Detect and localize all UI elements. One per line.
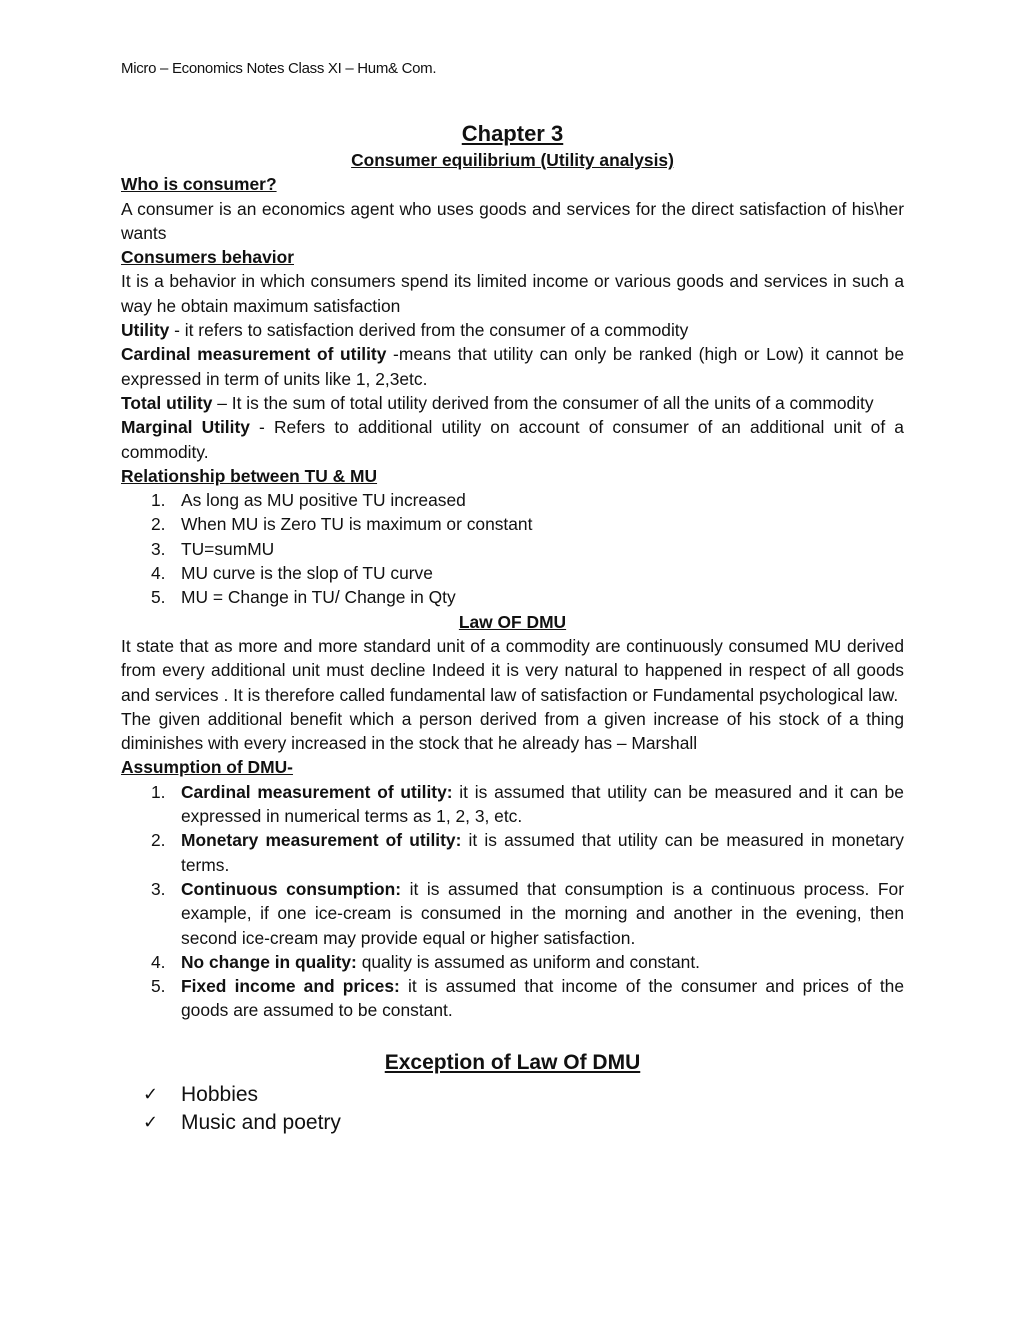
definition-text: - it refers to satisfaction derived from the consumer of a commodity <box>169 320 689 341</box>
assumption-term: Monetary measurement of utility: <box>181 830 462 851</box>
list-item <box>121 512 904 536</box>
assumption-term: No change in quality: <box>181 951 357 972</box>
exceptions-heading: Exception of Law Of DMU <box>384 1050 641 1074</box>
list-text: TU=sumMU <box>181 538 275 559</box>
definition-cardinal-measurement <box>121 342 904 391</box>
assumption-text: quality is assumed as uniform and constant. <box>356 951 701 972</box>
list-number: 4. <box>151 951 166 972</box>
list-number: 3. <box>151 878 166 899</box>
definition-term: Utility <box>121 320 170 341</box>
who-is-consumer-heading: Who is consumer? <box>121 174 277 195</box>
assumption-term: Cardinal measurement of utility: <box>181 781 453 802</box>
law-dmu-heading: Law OF DMU <box>458 611 567 632</box>
law-dmu-paragraph: It state that as more and more standard unit of a commodity are continuously consumed MU derived from every additional unit must decline Indeed it is very natural to happened in respect of all goods and services . It is therefore called fundamental law of satisfaction or Fundamental psychological law. <box>121 635 904 705</box>
exceptions-list <box>121 1081 904 1137</box>
list-item <box>121 585 904 609</box>
list-text: MU curve is the slop of TU curve <box>181 563 433 584</box>
checkmark-icon: ✓ <box>143 1111 159 1133</box>
assumption-term: Fixed income and prices: <box>181 976 400 997</box>
assumption-text: it is assumed that income of the consumer and prices of the goods are assumed to be constant. <box>181 976 904 1021</box>
list-item <box>121 950 904 974</box>
assumption-term: Continuous consumption: <box>181 878 402 899</box>
definition-text: – It is the sum of total utility derived from the consumer of all the units of a commodity <box>212 392 874 413</box>
assumptions-list <box>121 780 904 1023</box>
list-item <box>121 828 904 877</box>
exception-text: Hobbies <box>181 1082 259 1106</box>
list-number: 5. <box>151 976 166 997</box>
list-item <box>121 877 904 950</box>
list-item <box>121 1081 904 1109</box>
definition-utility <box>121 318 904 342</box>
list-number: 2. <box>151 830 166 851</box>
relationship-list <box>121 488 904 609</box>
checkmark-icon: ✓ <box>143 1083 159 1105</box>
list-item <box>121 780 904 829</box>
marshall-quote: The given additional benefit which a person derived from a given increase of his stock of a thing diminishes with every increased in the stock that he already has – Marshall <box>121 708 904 754</box>
list-item <box>121 561 904 585</box>
definition-term: Cardinal measurement of utility <box>121 344 387 365</box>
list-item <box>121 537 904 561</box>
definition-term: Marginal Utility <box>121 417 250 438</box>
list-number: 1. <box>151 490 166 511</box>
list-text: As long as MU positive TU increased <box>181 490 466 511</box>
list-item <box>121 1109 904 1137</box>
list-number: 1. <box>151 781 166 802</box>
definition-marginal-utility <box>121 415 904 464</box>
assumptions-heading: Assumption of DMU- <box>121 757 293 778</box>
list-item <box>121 974 904 1023</box>
list-number: 5. <box>151 587 166 608</box>
chapter-subtitle: Consumer equilibrium (Utility analysis) <box>351 150 674 170</box>
assumption-text: it is assumed that consumption is a continuous process. For example, if one ice-cream is consumed in the morning and another in the evening, then second ice-cream may provide equal or higher satisfaction. <box>181 878 905 948</box>
document-body <box>121 120 904 1137</box>
list-number: 4. <box>151 563 166 584</box>
list-number: 3. <box>151 538 166 559</box>
relationship-heading: Relationship between TU & MU <box>121 465 378 486</box>
definition-text: - Refers to additional utility on account of consumer of an additional unit of a commodity. <box>121 417 904 462</box>
definition-total-utility <box>121 391 904 415</box>
list-text: MU = Change in TU/ Change in Qty <box>181 587 456 608</box>
page-header: Micro – Economics Notes Class XI – Hum& Com. <box>121 60 437 77</box>
list-text: When MU is Zero TU is maximum or constant <box>181 514 533 535</box>
list-number: 2. <box>151 514 166 535</box>
definition-term: Total utility <box>121 392 213 413</box>
chapter-title: Chapter 3 <box>461 121 564 146</box>
consumers-behavior-text: It is a behavior in which consumers spend its limited income or various goods and services in such a way he obtain maximum satisfaction <box>121 271 904 316</box>
list-item <box>121 488 904 512</box>
assumption-text: it is assumed that utility can be measured and it can be expressed in numerical terms as 1, 2, 3, etc. <box>181 781 904 827</box>
consumers-behavior-heading: Consumers behavior <box>121 247 294 268</box>
assumption-text: it is assumed that utility can be measured in monetary terms. <box>181 830 904 875</box>
definition-text: -means that utility can only be ranked (high or Low) it cannot be expressed in term of units like 1, 2,3etc. <box>121 344 904 389</box>
who-is-consumer-text: A consumer is an economics agent who uses goods and services for the direct satisfaction of his\her wants <box>121 198 904 243</box>
exception-text: Music and poetry <box>181 1110 341 1134</box>
